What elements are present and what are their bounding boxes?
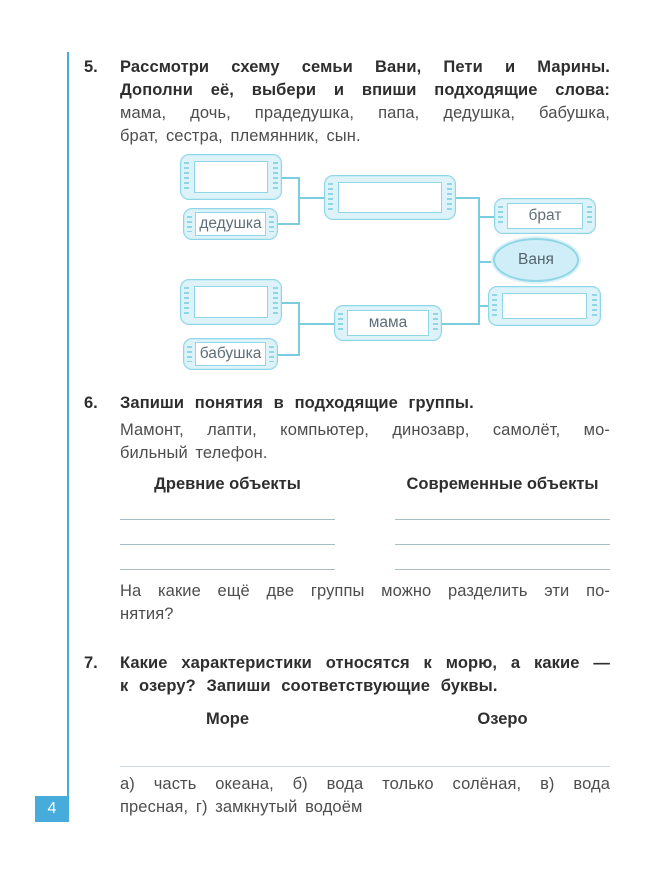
answer-line[interactable] [395, 520, 610, 545]
frame-blank-sibling[interactable] [488, 286, 601, 326]
frame-brother [494, 198, 596, 234]
frame-mother [334, 305, 442, 341]
connector-line [478, 305, 488, 307]
task-5-word-list-line: мама, дочь, прадедушка, папа, дедушка, бабушка, [120, 104, 610, 122]
connector-line [298, 302, 300, 356]
connector-line [298, 323, 334, 325]
options-divider [120, 766, 610, 767]
brother-label: брат [507, 203, 583, 229]
family-tree-diagram [120, 152, 610, 380]
connector-line [282, 177, 298, 179]
task-7-instruction-line: к озеру? Запиши соответствующие буквы. [120, 677, 498, 695]
page-number-badge [35, 796, 69, 822]
page-number: 4 [47, 800, 57, 817]
task-6-word-list-line: Мамонт, лапти, компьютер, динозавр, самолёт, мо- [120, 421, 610, 439]
answer-line[interactable] [395, 495, 610, 520]
task-7-options-line: пресная, г) замкнутый водоём [120, 798, 363, 816]
column-header-modern: Современные объекты [406, 475, 599, 493]
task-6-question-line: На какие ещё две группы можно разделить эти по- [120, 582, 610, 600]
task-6-word-list-line: бильный телефон. [120, 444, 268, 462]
page-content [84, 56, 610, 819]
connector-line [298, 197, 324, 199]
connector-line [442, 323, 478, 325]
column-header-sea: Море [205, 710, 250, 728]
task-6 [84, 392, 610, 626]
column-header-ancient: Древние объекты [154, 475, 301, 493]
connector-line [298, 177, 300, 225]
grandfather-label: дедушка [195, 212, 266, 236]
answer-line[interactable] [120, 545, 335, 570]
blank-field[interactable] [194, 286, 268, 318]
task-7 [84, 652, 610, 819]
task-5-number: 5. [84, 58, 98, 76]
blank-field[interactable] [194, 161, 268, 193]
column-header-lake: Озеро [477, 710, 528, 728]
grandmother-label: бабушка [195, 342, 266, 366]
task-6-number: 6. [84, 394, 98, 412]
blank-field[interactable] [338, 182, 442, 213]
writing-space[interactable] [120, 730, 610, 766]
connector-line [277, 354, 298, 356]
task-5-word-list-line: брат, сестра, племянник, сын. [120, 127, 361, 145]
task-7-options-line: а) часть океана, б) вода только солёная, в) вода [120, 775, 610, 793]
task-5 [84, 56, 610, 380]
answer-line[interactable] [120, 520, 335, 545]
task-5-instruction-line: Дополни её, выбери и впиши подходящие слова: [120, 81, 610, 99]
frame-blank-father[interactable] [324, 175, 456, 220]
answer-column-ancient [120, 495, 335, 570]
connector-line [277, 223, 298, 225]
connector-line [456, 197, 478, 199]
task-5-instruction-line: Рассмотри схему семьи Вани, Пети и Марины. [120, 58, 610, 76]
blank-field[interactable] [502, 293, 587, 319]
answer-line[interactable] [395, 545, 610, 570]
connector-line [478, 216, 494, 218]
mother-label: мама [347, 310, 429, 336]
task-7-instruction-line: Какие характеристики относятся к морю, а какие — [120, 654, 610, 672]
connector-line [282, 302, 298, 304]
task-7-number: 7. [84, 654, 98, 672]
task-6-instruction: Запиши понятия в подходящие группы. [120, 394, 474, 412]
frame-blank-great-grandmother[interactable] [180, 279, 282, 325]
frame-grandmother [183, 338, 278, 370]
frame-blank-great-grandfather[interactable] [180, 154, 282, 200]
answer-line[interactable] [120, 495, 335, 520]
frame-grandfather [183, 208, 278, 240]
margin-rule [67, 52, 69, 796]
answer-column-modern [395, 495, 610, 570]
task-6-question-line: нятия? [120, 605, 174, 623]
node-vanya [493, 238, 579, 282]
vanya-label: Ваня [518, 251, 554, 268]
connector-line [478, 261, 493, 263]
